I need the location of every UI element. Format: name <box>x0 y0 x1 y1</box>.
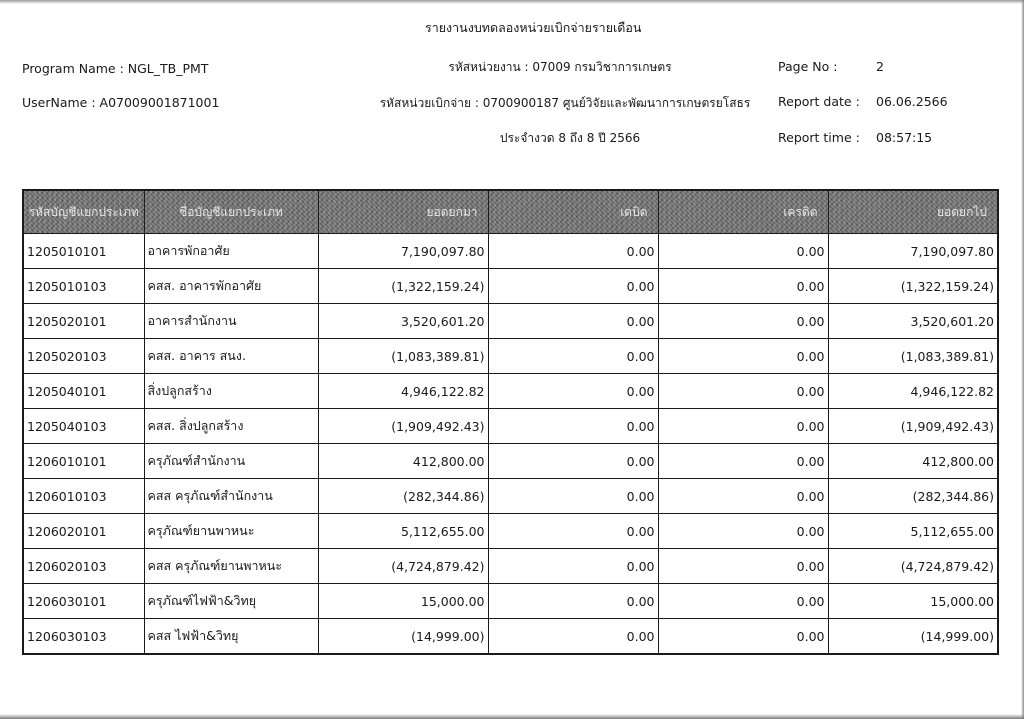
report-title: รายงานงบทดลองหน่วยเบิกจ่ายรายเดือน <box>425 20 642 35</box>
table-row <box>23 619 998 655</box>
trial-balance-table <box>22 189 999 655</box>
closing-balance-cell: (1,083,389.81) <box>828 339 998 374</box>
credit-cell: 0.00 <box>658 584 828 619</box>
credit-cell: 0.00 <box>658 409 828 444</box>
account-name-cell: คสส ครุภัณฑ์สำนักงาน <box>144 479 318 514</box>
debit-cell: 0.00 <box>488 234 658 269</box>
account-name-cell: ครุภัณฑ์ยานพาหนะ <box>144 514 318 549</box>
table-row <box>23 339 998 374</box>
report-date-label: Report date : <box>778 94 860 109</box>
table-body <box>23 234 998 655</box>
credit-cell: 0.00 <box>658 339 828 374</box>
report-period-line: ประจำงวด 8 ถึง 8 ปี 2566 <box>499 131 641 145</box>
opening-balance-cell: 4,946,122.82 <box>318 374 488 409</box>
closing-balance-cell: 7,190,097.80 <box>828 234 998 269</box>
credit-cell: 0.00 <box>658 374 828 409</box>
page-number-value: 2 <box>876 59 884 74</box>
debit-cell: 0.00 <box>488 619 658 655</box>
account-name-cell: ครุภัณฑ์สำนักงาน <box>144 444 318 479</box>
credit-cell: 0.00 <box>658 269 828 304</box>
page-number-label: Page No : <box>778 59 838 74</box>
opening-balance-cell: 5,112,655.00 <box>318 514 488 549</box>
table-row <box>23 444 998 479</box>
table-row <box>23 584 998 619</box>
debit-cell: 0.00 <box>488 269 658 304</box>
credit-cell: 0.00 <box>658 444 828 479</box>
header-closing-balance: ยอดยกไป <box>828 190 998 234</box>
opening-balance-cell: (4,724,879.42) <box>318 549 488 584</box>
closing-balance-cell: 3,520,601.20 <box>828 304 998 339</box>
table-row <box>23 234 998 269</box>
account-name-cell: คสส. อาคาร สนง. <box>144 339 318 374</box>
opening-balance-cell: (1,909,492.43) <box>318 409 488 444</box>
account-code-cell: 1205010103 <box>23 269 144 304</box>
account-code-cell: 1206020103 <box>23 549 144 584</box>
account-name-cell: อาคารพักอาศัย <box>144 234 318 269</box>
opening-balance-cell: 7,190,097.80 <box>318 234 488 269</box>
header-account-code: รหัสบัญชีแยกประเภท <box>23 190 144 234</box>
table-row <box>23 479 998 514</box>
debit-cell: 0.00 <box>488 304 658 339</box>
closing-balance-cell: (14,999.00) <box>828 619 998 655</box>
debit-cell: 0.00 <box>488 584 658 619</box>
table-row <box>23 304 998 339</box>
account-code-cell: 1205040101 <box>23 374 144 409</box>
opening-balance-cell: (14,999.00) <box>318 619 488 655</box>
report-date-value: 06.06.2566 <box>876 94 948 109</box>
closing-balance-cell: (282,344.86) <box>828 479 998 514</box>
opening-balance-cell: (1,083,389.81) <box>318 339 488 374</box>
disbursing-unit-line: รหัสหน่วยเบิกจ่าย : 0700900187 ศูนย์วิจัยและพัฒนาการเกษตรยโสธร <box>379 96 751 110</box>
account-code-cell: 1206020101 <box>23 514 144 549</box>
program-name: Program Name : NGL_TB_PMT <box>22 61 209 76</box>
table-header-row <box>23 190 998 234</box>
account-name-cell: ครุภัณฑ์ไฟฟ้า&วิทยุ <box>144 584 318 619</box>
credit-cell: 0.00 <box>658 549 828 584</box>
opening-balance-cell: 412,800.00 <box>318 444 488 479</box>
account-name-cell: คสส. สิ่งปลูกสร้าง <box>144 409 318 444</box>
debit-cell: 0.00 <box>488 409 658 444</box>
debit-cell: 0.00 <box>488 374 658 409</box>
closing-balance-cell: (4,724,879.42) <box>828 549 998 584</box>
closing-balance-cell: 4,946,122.82 <box>828 374 998 409</box>
closing-balance-cell: (1,322,159.24) <box>828 269 998 304</box>
scan-edge-bottom <box>0 714 1024 719</box>
debit-cell: 0.00 <box>488 479 658 514</box>
account-code-cell: 1205040103 <box>23 409 144 444</box>
account-code-cell: 1205020103 <box>23 339 144 374</box>
agency-code-line: รหัสหน่วยงาน : 07009 กรมวิชาการเกษตร <box>448 60 672 74</box>
closing-balance-cell: 15,000.00 <box>828 584 998 619</box>
account-code-cell: 1206010101 <box>23 444 144 479</box>
account-name-cell: คสส. อาคารพักอาศัย <box>144 269 318 304</box>
account-code-cell: 1206030103 <box>23 619 144 655</box>
opening-balance-cell: 3,520,601.20 <box>318 304 488 339</box>
account-code-cell: 1205020101 <box>23 304 144 339</box>
table-row <box>23 374 998 409</box>
account-code-cell: 1206030101 <box>23 584 144 619</box>
opening-balance-cell: 15,000.00 <box>318 584 488 619</box>
debit-cell: 0.00 <box>488 444 658 479</box>
account-name-cell: สิ่งปลูกสร้าง <box>144 374 318 409</box>
debit-cell: 0.00 <box>488 514 658 549</box>
opening-balance-cell: (282,344.86) <box>318 479 488 514</box>
closing-balance-cell: 412,800.00 <box>828 444 998 479</box>
account-name-cell: คสส ไฟฟ้า&วิทยุ <box>144 619 318 655</box>
credit-cell: 0.00 <box>658 234 828 269</box>
account-name-cell: อาคารสำนักงาน <box>144 304 318 339</box>
scan-edge-top <box>0 0 1024 4</box>
table-row <box>23 269 998 304</box>
account-code-cell: 1205010101 <box>23 234 144 269</box>
credit-cell: 0.00 <box>658 619 828 655</box>
table-row <box>23 514 998 549</box>
account-code-cell: 1206010103 <box>23 479 144 514</box>
closing-balance-cell: 5,112,655.00 <box>828 514 998 549</box>
credit-cell: 0.00 <box>658 479 828 514</box>
header-opening-balance: ยอดยกมา <box>318 190 488 234</box>
table-row <box>23 409 998 444</box>
header-debit: เดบิต <box>488 190 658 234</box>
report-time-label: Report time : <box>778 130 860 145</box>
closing-balance-cell: (1,909,492.43) <box>828 409 998 444</box>
debit-cell: 0.00 <box>488 339 658 374</box>
account-name-cell: คสส ครุภัณฑ์ยานพาหนะ <box>144 549 318 584</box>
opening-balance-cell: (1,322,159.24) <box>318 269 488 304</box>
header-credit: เครดิต <box>658 190 828 234</box>
credit-cell: 0.00 <box>658 304 828 339</box>
report-time-value: 08:57:15 <box>876 130 933 145</box>
table-row <box>23 549 998 584</box>
credit-cell: 0.00 <box>658 514 828 549</box>
header-account-name: ชื่อบัญชีแยกประเภท <box>144 190 318 234</box>
debit-cell: 0.00 <box>488 549 658 584</box>
user-name: UserName : A07009001871001 <box>22 95 220 110</box>
